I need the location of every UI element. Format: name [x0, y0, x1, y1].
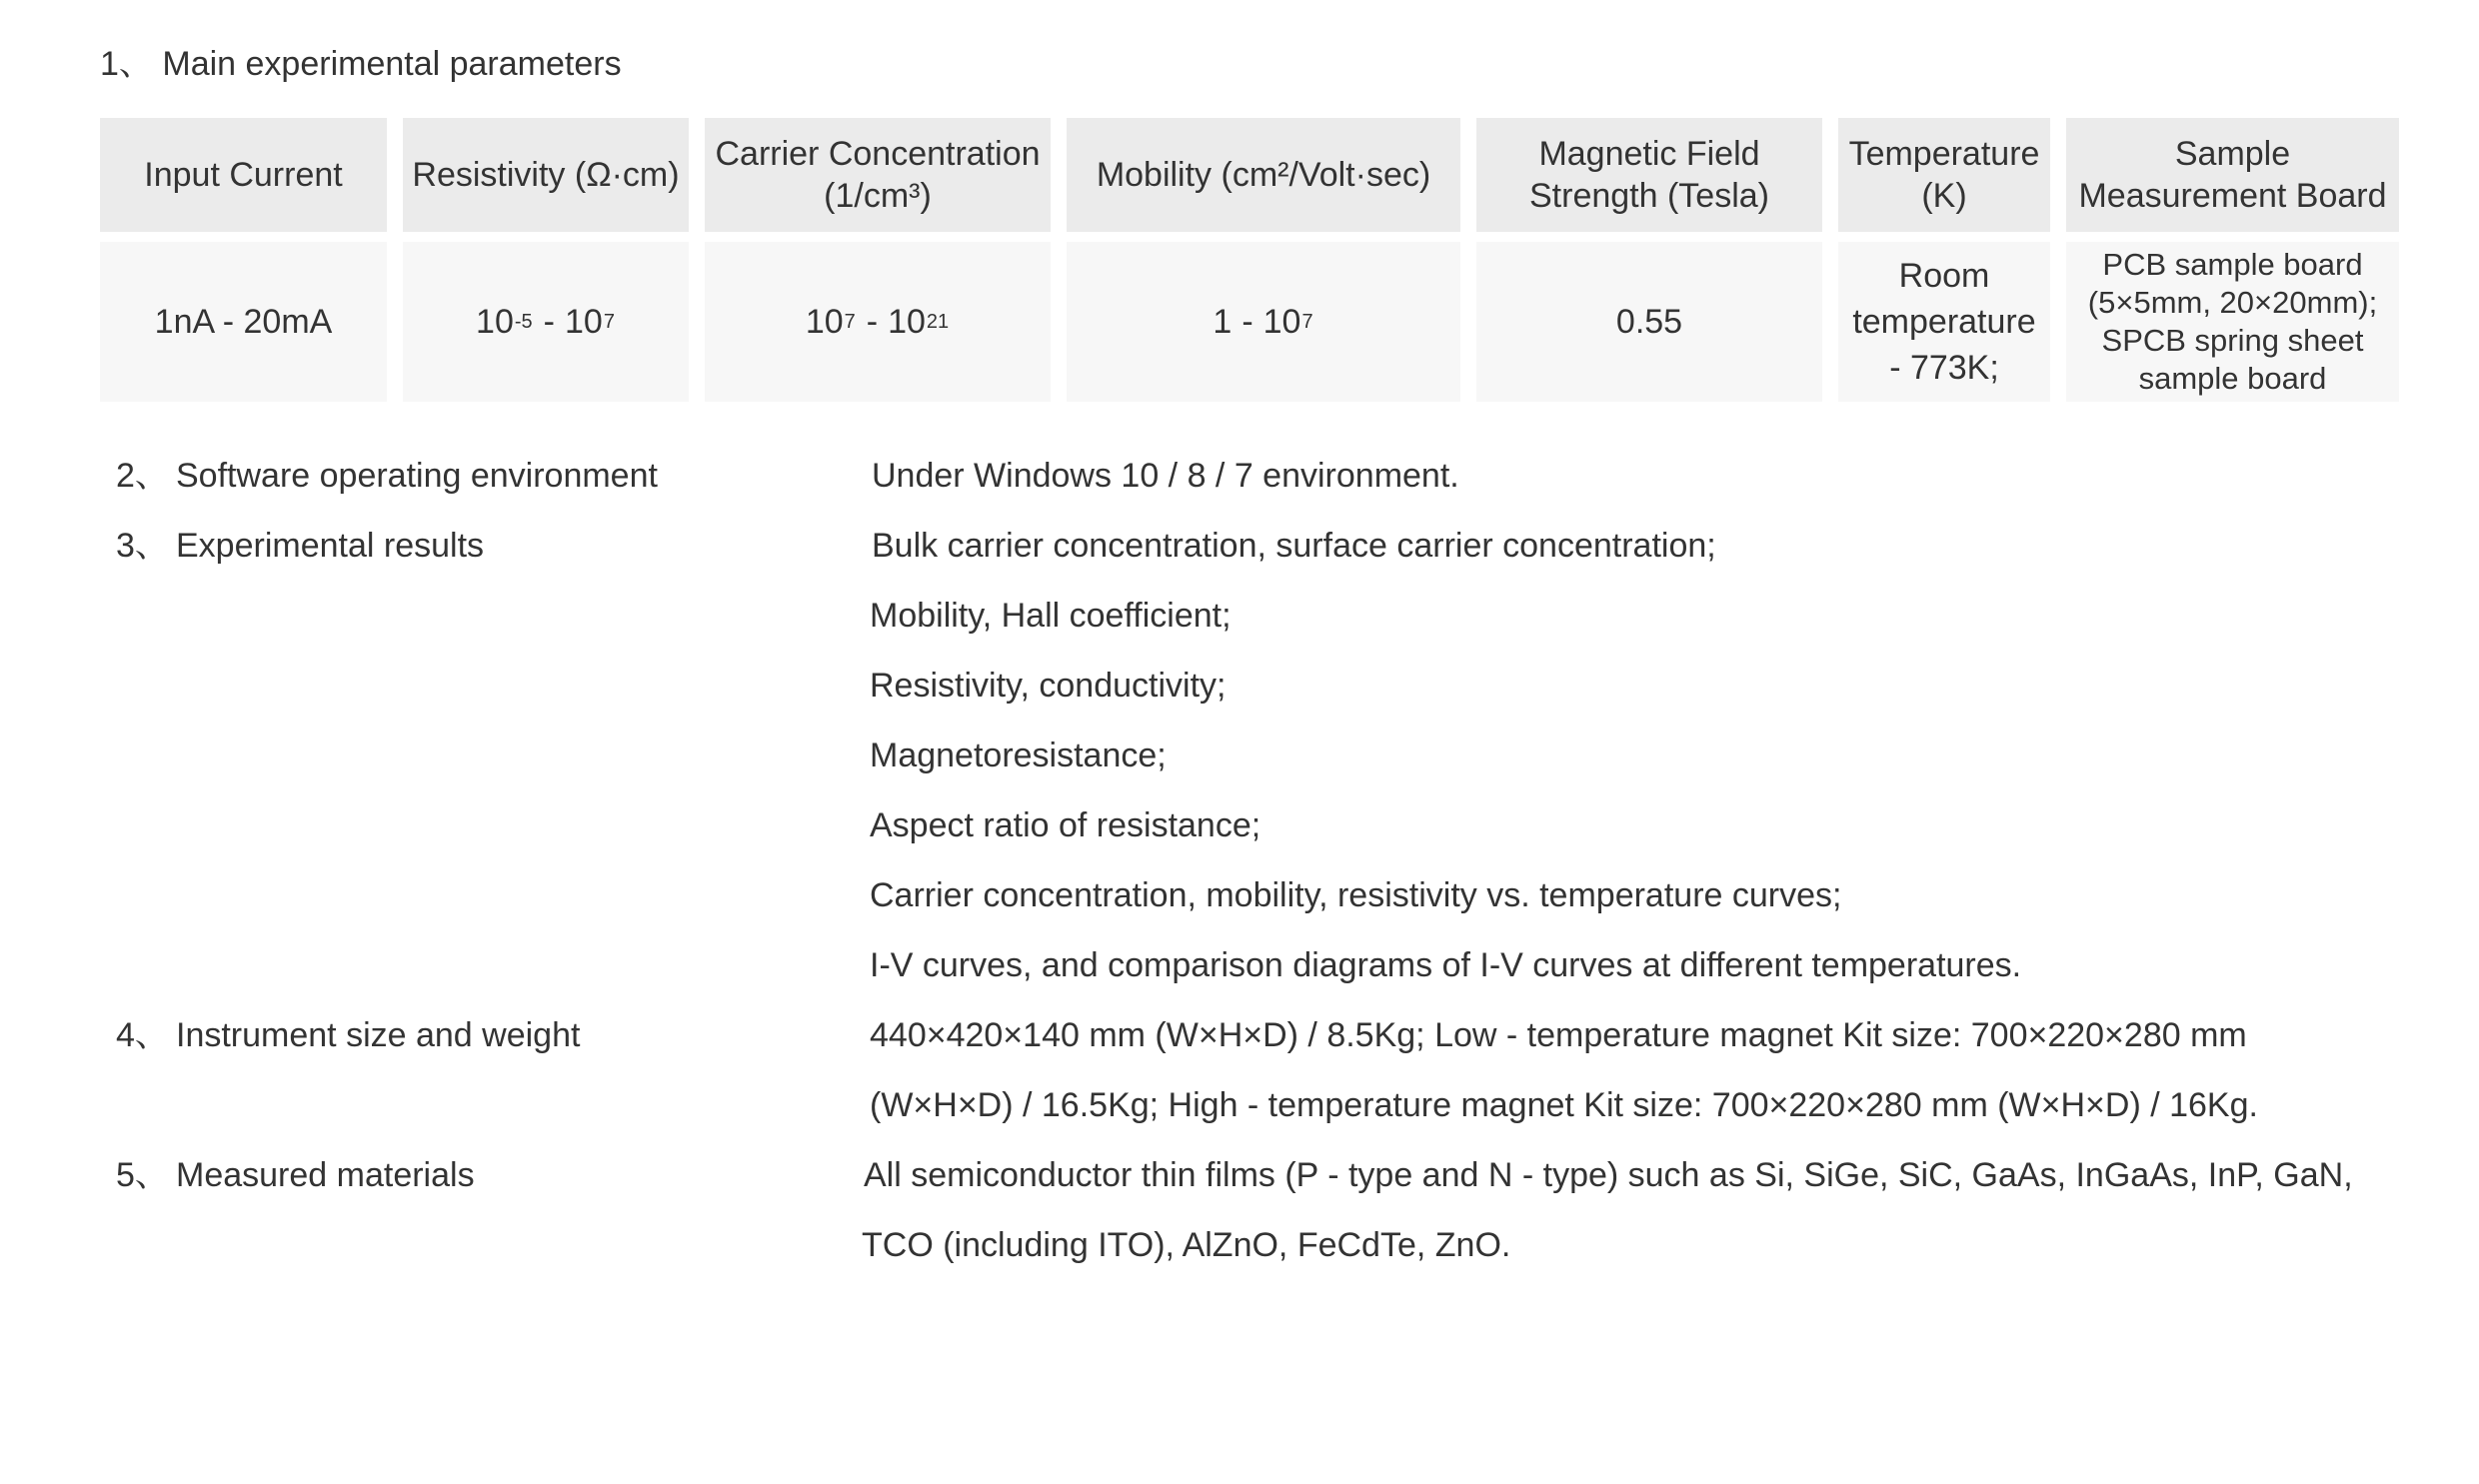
resistivity-base-min: 10	[476, 303, 514, 341]
section-4-title: Instrument size and weight	[176, 1016, 581, 1054]
section-5-title: Measured materials	[176, 1156, 475, 1194]
mobility-min: 1	[1213, 303, 1233, 341]
mobility-base-max: 10	[1262, 303, 1301, 341]
section-3-line: Mobility, Hall coefficient;	[870, 597, 1232, 635]
mobility-separator: -	[1241, 303, 1253, 341]
section-3-line: Aspect ratio of resistance;	[870, 806, 1261, 844]
section-5-line: TCO (including ITO), AlZnO, FeCdTe, ZnO.	[862, 1226, 1511, 1264]
section-3-line: Magnetoresistance;	[870, 737, 1167, 774]
cell-input-current: 1nA - 20mA	[100, 242, 387, 402]
section-2-number: 2、	[116, 457, 169, 495]
section-3-line: Carrier concentration, mobility, resistivity vs. temperature curves;	[870, 876, 1842, 914]
section-2-title: Software operating environment	[176, 457, 658, 495]
header-magnetic-field: Magnetic Field Strength (Tesla)	[1476, 118, 1822, 232]
section-1-number: 1、	[100, 45, 153, 83]
resistivity-separator: -	[543, 303, 555, 341]
header-temperature: Temperature (K)	[1838, 118, 2050, 232]
section-4-line: 440×420×140 mm (W×H×D) / 8.5Kg; Low - temperature magnet Kit size: 700×220×280 mm	[870, 1016, 2247, 1054]
section-4-line: (W×H×D) / 16.5Kg; High - temperature magnet Kit size: 700×220×280 mm (W×H×D) / 16Kg.	[870, 1086, 2258, 1124]
section-2-label	[116, 452, 658, 500]
section-3-line: I-V curves, and comparison diagrams of I-V curves at different temperatures.	[870, 946, 2022, 984]
section-5-label	[116, 1151, 475, 1199]
header-resistivity: Resistivity (Ω·cm)	[403, 118, 689, 232]
section-5-number: 5、	[116, 1156, 169, 1194]
section-5-line: All semiconductor thin films (P - type and N - type) such as Si, SiGe, SiC, GaAs, InGaAs, InP, GaN,	[864, 1156, 2353, 1194]
parameters-table	[100, 118, 2387, 402]
header-input-current: Input Current	[100, 118, 387, 232]
resistivity-base-max: 10	[565, 303, 603, 341]
section-4-number: 4、	[116, 1016, 169, 1054]
cell-sample-board: PCB sample board (5×5mm, 20×20mm); SPCB spring sheet sample board	[2066, 242, 2399, 402]
carrier-base-min: 10	[805, 303, 844, 341]
section-3-label	[116, 522, 484, 570]
header-carrier-concentration: Carrier Concentration (1/cm³)	[705, 118, 1051, 232]
cell-mobility: 1 - 10 7	[1067, 242, 1460, 402]
cell-carrier-concentration: 10 7 - 10 21	[705, 242, 1051, 402]
cell-resistivity: 10 -5 - 10 7	[403, 242, 689, 402]
section-1-label: Main experimental parameters	[162, 45, 622, 83]
header-mobility: Mobility (cm²/Volt·sec)	[1067, 118, 1460, 232]
section-3-title: Experimental results	[176, 527, 485, 565]
section-1-title	[100, 40, 622, 88]
carrier-separator: -	[866, 303, 879, 341]
section-3-number: 3、	[116, 527, 169, 565]
cell-magnetic-field: 0.55	[1476, 242, 1822, 402]
section-3-line: Bulk carrier concentration, surface carrier concentration;	[872, 527, 1716, 565]
cell-temperature: Room temperature - 773K;	[1838, 242, 2050, 402]
section-3-line: Resistivity, conductivity;	[870, 667, 1227, 705]
header-sample-board: Sample Measurement Board	[2066, 118, 2399, 232]
section-2-line: Under Windows 10 / 8 / 7 environment.	[872, 457, 1459, 495]
carrier-base-max: 10	[888, 303, 926, 341]
section-4-label	[116, 1011, 580, 1059]
